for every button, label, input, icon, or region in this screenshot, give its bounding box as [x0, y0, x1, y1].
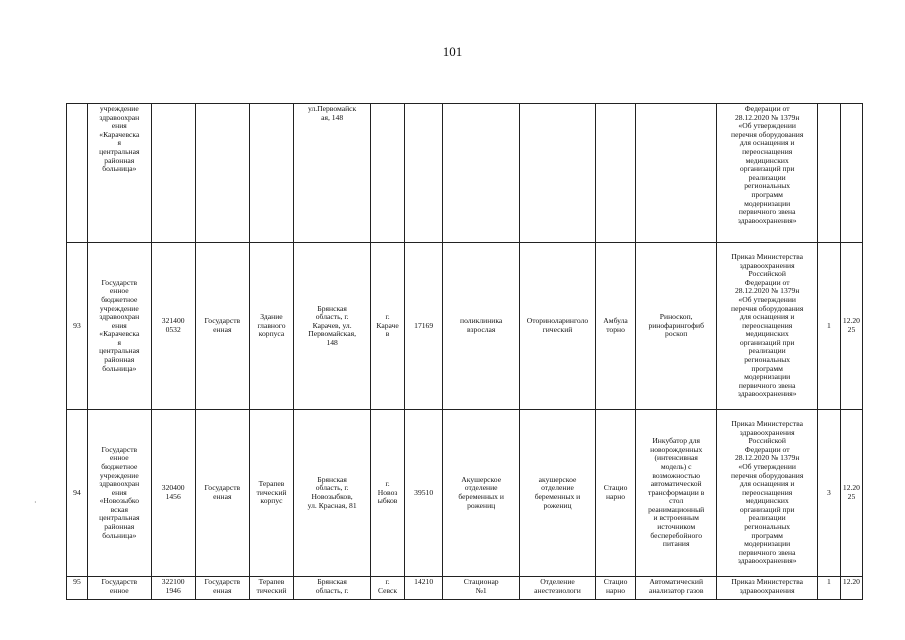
- equipment-cell: Автоматический анализатор газов: [635, 577, 717, 600]
- row-number-cell: 95: [67, 577, 88, 600]
- date-cell: [840, 104, 862, 243]
- code-cell: [404, 104, 443, 243]
- city-cell: [371, 104, 404, 243]
- ownership-cell: Государств енная: [195, 577, 249, 600]
- code-cell: 39510: [404, 410, 443, 577]
- inn-cell: 321400 0532: [151, 243, 195, 410]
- order-cell: Приказ Министерства здравоохранения: [717, 577, 817, 600]
- equipment-cell: Инкубатор для новорожденных (интенсивная модель) с возможностью автоматической трансформации в стол реанимационный и встроенным источником бесперебойного питания: [635, 410, 717, 577]
- city-cell: г. Новоз ыбков: [371, 410, 404, 577]
- care-kind-cell: Стацио нарно: [596, 410, 636, 577]
- table-row: [67, 577, 863, 600]
- quantity-cell: 1: [817, 577, 840, 600]
- ownership-cell: Государств енная: [195, 243, 249, 410]
- date-cell: 12.20: [840, 577, 862, 600]
- address-cell: Брянская область, г. Карачев, ул. Первомайская, 148: [293, 243, 370, 410]
- organization-cell: Государств енное: [87, 577, 151, 600]
- row-number-cell: 94: [67, 410, 88, 577]
- building-cell: Терапев тический корпус: [250, 410, 294, 577]
- page-number: 101: [442, 44, 463, 59]
- scan-mark: ·: [34, 498, 37, 507]
- quantity-cell: 1: [817, 243, 840, 410]
- date-cell: 12.20 25: [840, 243, 862, 410]
- inn-cell: [151, 104, 195, 243]
- equipment-cell: Риноскоп, ринофарингофиб роскоп: [635, 243, 717, 410]
- organization-cell: Государств енное бюджетное учреждение здравоохран ения «Новозыбко вская центральная районная больница»: [87, 410, 151, 577]
- equipment-cell: [635, 104, 717, 243]
- unit-cell: поликлиника взрослая: [443, 243, 519, 410]
- care-kind-cell: Амбула торно: [596, 243, 636, 410]
- address-cell: ул.Первомайск ая, 148: [293, 104, 370, 243]
- ownership-cell: [195, 104, 249, 243]
- city-cell: г. Севск: [371, 577, 404, 600]
- department-cell: акушерское отделение беременных и рожениц: [519, 410, 595, 577]
- table-row: [67, 410, 863, 577]
- organization-cell: Государств енное бюджетное учреждение здравоохран ения «Карачевска я центральная районная больница»: [87, 243, 151, 410]
- order-cell: Федерации от 28.12.2020 № 1379н «Об утверждении перечня оборудования для оснащения и переоснащения медицинских организаций при реализации региональных программ модернизации первичного звена здравоохранения»: [717, 104, 817, 243]
- building-cell: Терапев тический: [250, 577, 294, 600]
- equipment-table: [66, 103, 863, 600]
- department-cell: Отделение анестезиологи: [519, 577, 595, 600]
- unit-cell: Стационар №1: [443, 577, 519, 600]
- row-number-cell: [67, 104, 88, 243]
- date-cell: 12.20 25: [840, 410, 862, 577]
- table-row: [67, 104, 863, 243]
- unit-cell: Акушерское отделение беременных и рожениц: [443, 410, 519, 577]
- unit-cell: [443, 104, 519, 243]
- inn-cell: 322100 1946: [151, 577, 195, 600]
- organization-cell: учреждение здравоохран ения «Карачевска я центральная районная больница»: [87, 104, 151, 243]
- table-row: [67, 243, 863, 410]
- order-cell: Приказ Министерства здравоохранения Российской Федерации от 28.12.2020 № 1379н «Об утверждении перечня оборудования для оснащения и переоснащения медицинских организаций при реализации региональных программ модернизации первичного звена здравоохранения»: [717, 410, 817, 577]
- row-number-cell: 93: [67, 243, 88, 410]
- code-cell: 14210: [404, 577, 443, 600]
- code-cell: 17169: [404, 243, 443, 410]
- department-cell: [519, 104, 595, 243]
- ownership-cell: Государств енная: [195, 410, 249, 577]
- address-cell: Брянская область, г.: [293, 577, 370, 600]
- care-kind-cell: [596, 104, 636, 243]
- quantity-cell: [817, 104, 840, 243]
- building-cell: Здание главного корпуса: [250, 243, 294, 410]
- city-cell: г. Караче в: [371, 243, 404, 410]
- quantity-cell: 3: [817, 410, 840, 577]
- address-cell: Брянская область, г. Новозыбков, ул. Красная, 81: [293, 410, 370, 577]
- inn-cell: 320400 1456: [151, 410, 195, 577]
- care-kind-cell: Стацио нарно: [596, 577, 636, 600]
- building-cell: [250, 104, 294, 243]
- order-cell: Приказ Министерства здравоохранения Российской Федерации от 28.12.2020 № 1379н «Об утверждении перечня оборудования для оснащения и переоснащения медицинских организаций при реализации региональных программ модернизации первичного звена здравоохранения»: [717, 243, 817, 410]
- department-cell: Оториноларинголо гический: [519, 243, 595, 410]
